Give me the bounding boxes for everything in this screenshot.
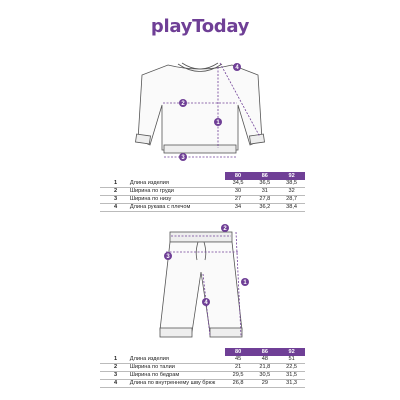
table-row [100, 364, 305, 372]
row-value: 51 [278, 356, 305, 364]
row-number: 1 [100, 356, 129, 364]
row-value: 38,5 [278, 180, 305, 188]
row-number: 1 [100, 180, 129, 188]
marker-4-label: 4 [235, 65, 239, 72]
row-number: 2 [100, 188, 129, 196]
marker-3-label: 3 [166, 254, 170, 261]
table-row [100, 380, 305, 388]
row-value: 29,5 [225, 372, 252, 380]
row-value: 36,2 [251, 204, 278, 212]
table-row [100, 356, 305, 364]
brand-logo: playToday [150, 16, 250, 37]
row-value: 30 [225, 188, 252, 196]
row-value: 30,5 [251, 372, 278, 380]
row-number: 4 [100, 380, 129, 388]
marker-1-label: 1 [243, 280, 247, 287]
row-number: 3 [100, 196, 129, 204]
pants-diagram [0, 212, 400, 347]
row-label: Ширина по бедрам [129, 372, 225, 380]
row-label: Ширина по низу [129, 196, 225, 204]
table-row [100, 372, 305, 380]
marker-2-label: 2 [223, 226, 227, 233]
row-label: Длина рукава с плечом [129, 204, 225, 212]
pants-size-table [100, 348, 305, 388]
row-value: 28,7 [278, 196, 305, 204]
row-value: 34 [225, 204, 252, 212]
marker-1-label: 1 [216, 120, 220, 127]
row-number: 2 [100, 364, 129, 372]
row-value: 27,8 [251, 196, 278, 204]
row-value: 27 [225, 196, 252, 204]
sweatshirt-diagram [0, 45, 400, 175]
row-value: 34,5 [225, 180, 252, 188]
table-row [100, 180, 305, 188]
row-label: Длина изделия [129, 356, 225, 364]
marker-4-label: 4 [204, 300, 208, 307]
size-header: 80 [225, 172, 252, 180]
row-value: 36,5 [251, 180, 278, 188]
row-value: 31 [251, 188, 278, 196]
row-value: 29 [251, 380, 278, 388]
row-value: 31,3 [278, 380, 305, 388]
size-header: 80 [225, 348, 252, 356]
size-header: 86 [251, 348, 278, 356]
row-value: 38,4 [278, 204, 305, 212]
size-header: 92 [278, 348, 305, 356]
row-value: 45 [225, 356, 252, 364]
row-value: 22,5 [278, 364, 305, 372]
sweatshirt-size-table [100, 172, 305, 212]
size-header: 92 [278, 172, 305, 180]
row-label: Длина изделия [129, 180, 225, 188]
row-label: Ширина по талии [129, 364, 225, 372]
row-label: Длина по внутреннему шву брюк [129, 380, 225, 388]
row-value: 48 [251, 356, 278, 364]
row-value: 32 [278, 188, 305, 196]
row-value: 31,5 [278, 372, 305, 380]
row-value: 26,8 [225, 380, 252, 388]
table-row [100, 204, 305, 212]
marker-3-label: 3 [181, 155, 185, 162]
row-value: 21,8 [251, 364, 278, 372]
table-row [100, 196, 305, 204]
row-value: 21 [225, 364, 252, 372]
row-label: Ширина по груди [129, 188, 225, 196]
row-number: 4 [100, 204, 129, 212]
size-header: 86 [251, 172, 278, 180]
marker-2-label: 2 [181, 101, 185, 108]
table-row [100, 188, 305, 196]
row-number: 3 [100, 372, 129, 380]
